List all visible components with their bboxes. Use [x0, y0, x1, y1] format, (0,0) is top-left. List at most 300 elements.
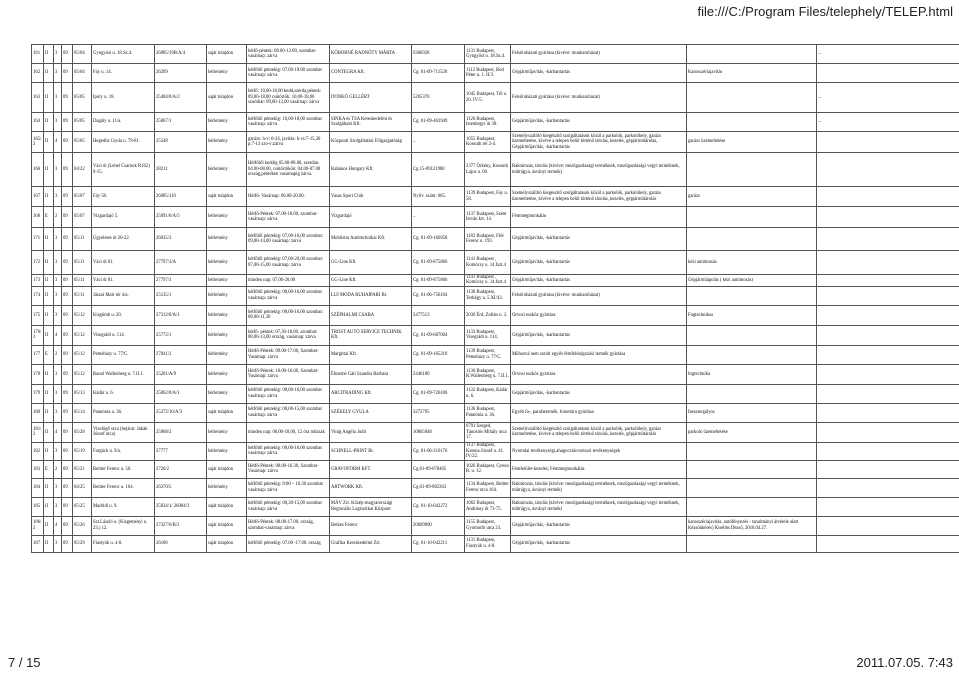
- table-cell: [817, 207, 959, 228]
- table-cell: 1045 Budapest, Tél u. 20. IV/5.: [465, 83, 511, 113]
- table-cell: 1131 Budapest, Gyngyösi u. 18.Sz.4.: [465, 45, 511, 64]
- table-cell: [817, 364, 959, 384]
- table-cell: 180: [32, 403, 44, 422]
- table-cell: Hétfő-Péntek: 10.00-16.00, Szombat-Vasárnap: zárva: [247, 364, 330, 384]
- table-cell: 09: [62, 535, 73, 552]
- table-cell: II: [44, 251, 54, 275]
- table-cell: saját tulajdon: [207, 187, 247, 207]
- table-cell: 178: [32, 364, 44, 384]
- table-cell: 09: [62, 364, 73, 384]
- table-cell: 1139 Budapest, Petneházy u. 77/C.: [465, 345, 511, 364]
- table-row: [32, 132, 959, 153]
- file-path-header: file:///C:/Program Files/telephely/TELEP.html: [697, 4, 953, 19]
- table-cell: hétfő-péntek: 08.00-12.00, szombat-vasárnap: zárva: [247, 45, 330, 64]
- table-cell: 25867/1: [155, 113, 207, 132]
- table-cell: DONKÓ GELLÉRT: [330, 83, 412, 113]
- table-cell: Felsőruházati gyártása (kivéve: munkaruházat): [511, 45, 687, 64]
- table-cell: hétfőtől péntekig: 07,00-20,00 szombat: 07,00-15,00 vasárnap: zárva: [247, 251, 330, 275]
- table-cell: 25091/0/A/5: [155, 207, 207, 228]
- table-cell: MÁV Zrt. Közép-magyarországi Regionális Logisztikai Központ: [330, 497, 412, 516]
- table-cell: Cg. 01-09-165210: [412, 345, 465, 364]
- table-cell: 4: [54, 516, 62, 535]
- table-cell: 165/2: [32, 132, 44, 153]
- table-cell: [817, 535, 959, 552]
- table-cell: [817, 422, 959, 442]
- table-cell: [687, 535, 817, 552]
- table-cell: 27797/3/A: [155, 251, 207, 275]
- table-row: [32, 251, 959, 275]
- table-cell: Cg. 01-09-726106: [412, 384, 465, 403]
- table-row: [32, 207, 959, 228]
- table-cell: [817, 497, 959, 516]
- table-cell: Gépjárműjavítás, -karbantartás: [511, 325, 687, 345]
- table-cell: [687, 113, 817, 132]
- table-cell: 09: [62, 345, 73, 364]
- table-cell: 1131 Budapest, Fiastyúk u. 4-8.: [465, 535, 511, 552]
- table-cell: [687, 442, 817, 460]
- table-cell: II: [44, 384, 54, 403]
- table-cell: II: [44, 442, 54, 460]
- table-cell: 2477513: [412, 305, 465, 325]
- table-cell: Hegedűs Gyula u. 79-81.: [92, 132, 155, 153]
- table-cell: 27777: [155, 442, 207, 460]
- table-cell: Cg. 01-09-166958: [412, 228, 465, 251]
- table-cell: Gépjárműjavítás, -karbantartás: [511, 384, 687, 403]
- table-cell: 09: [62, 422, 73, 442]
- table-cell: 3: [54, 251, 62, 275]
- table-cell: Vizgardajó 5.: [92, 207, 155, 228]
- table-cell: [817, 325, 959, 345]
- table-cell: Személyszállító kiegészítő szolgáltatások közül a parkolók, parkolóhely, garázs üzemeltetése, kivéve a telepen belül történő tárolás, kezelés, gépjárműtárolás: [511, 422, 687, 442]
- table-cell: 26209: [155, 64, 207, 83]
- table-cell: Váci út 81.: [92, 251, 155, 275]
- table-cell: hétfőtől péntekig: 07,00-18,00 szombat: 09,00-14,00 vasárnap: zárva: [247, 228, 330, 251]
- table-cell: Cg.01-09-078405: [412, 460, 465, 478]
- table-cell: Központi Szolgáltatási Főigazgatóság: [330, 132, 412, 153]
- table-cell: saját tulajdon: [207, 535, 247, 552]
- table-cell: 09: [62, 153, 73, 187]
- table-cell: Nyomdai tevékenységi,ahagocztás-tartozó tevékenységek: [511, 442, 687, 460]
- table-cell: 6791 Szeged, Tánosiós Mihály utca 17.: [465, 422, 511, 442]
- table-cell: [817, 228, 959, 251]
- table-cell: Mobilstar Autótechnikai Kft.: [330, 228, 412, 251]
- table-cell: bérlemény: [207, 286, 247, 305]
- table-cell: E: [44, 207, 54, 228]
- table-cell: [817, 64, 959, 83]
- table-cell: 4: [54, 132, 62, 153]
- table-cell: SCHNELL-PRINT Bt.: [330, 442, 412, 460]
- table-cell: [817, 132, 959, 153]
- table-cell: LUI MODA RUHAIPARI Bt.: [330, 286, 412, 305]
- table-cell: 05/26: [73, 516, 92, 535]
- table-cell: Raktározás, tárolás (kivéve: mezőgazdasági terméknek, mezőgazdasági vegyi terméknek, műtrágya, ásványi termék): [511, 478, 687, 497]
- table-cell: TROST AUTO SERVICE TECHNIK Kft.: [330, 325, 412, 345]
- table-cell: Kisgömb u. 20.: [92, 305, 155, 325]
- table-cell: 05/29: [73, 535, 92, 552]
- table-cell: 1055 Budapest, Kossuth tér 2-4.: [465, 132, 511, 153]
- table-cell: 10865848: [412, 422, 465, 442]
- table-cell: 05/11: [73, 228, 92, 251]
- table-cell: 25834/1/ 26084/3: [155, 497, 207, 516]
- table-row: [32, 442, 959, 460]
- table-cell: 05/28: [73, 422, 92, 442]
- table-cell: 25135/1: [155, 286, 207, 305]
- table-cell: 09: [62, 275, 73, 287]
- table-cell: [817, 251, 959, 275]
- table-cell: [687, 497, 817, 516]
- table-cell: Pannónia u. 36.: [92, 403, 155, 422]
- table-cell: 05/21: [73, 460, 92, 478]
- table-cell: 173: [32, 275, 44, 287]
- table-cell: Kádár u. 6.: [92, 384, 155, 403]
- table-cell: 185: [32, 497, 44, 516]
- table-cell: 3: [54, 535, 62, 552]
- table-cell: [687, 384, 817, 403]
- table-cell: 05/12: [73, 325, 92, 345]
- table-cell: Fiastyúk u. 4-8.: [92, 535, 155, 552]
- table-cell: Gépjárműjavítás, -karbantartás: [511, 113, 687, 132]
- table-cell: hétfőtől péntekig: 07.00-19.00 szombat vasárnap: zárva: [247, 64, 330, 83]
- table-row: [32, 228, 959, 251]
- table-cell: 05/12: [73, 345, 92, 364]
- table-cell: 174: [32, 286, 44, 305]
- table-cell: [817, 516, 959, 535]
- table-cell: 27312/0/A/1: [155, 305, 207, 325]
- table-cell: E: [44, 345, 54, 364]
- table-cell: 2: [54, 345, 62, 364]
- table-cell: 09: [62, 113, 73, 132]
- table-cell: bérlemény: [207, 251, 247, 275]
- table-cell: SZÉPHALMI CSABA: [330, 305, 412, 325]
- table-cell: Vizgardajó: [330, 207, 412, 228]
- table-cell: bérlemény: [207, 207, 247, 228]
- table-cell: 3: [54, 228, 62, 251]
- table-row: [32, 305, 959, 325]
- table-cell: 183: [32, 460, 44, 478]
- table-cell: 26106: [155, 535, 207, 552]
- table-cell: parkoló üzemeltetése: [687, 422, 817, 442]
- table-cell: 26370/5: [155, 478, 207, 497]
- table-row: [32, 275, 959, 287]
- table-cell: Fémmegmunkálás: [511, 207, 687, 228]
- table-row: [32, 113, 959, 132]
- table-cell: Karosszériajavítás: [687, 64, 817, 83]
- table-cell: 09: [62, 442, 73, 460]
- table-cell: Ügyeletes út 20-22.: [92, 228, 155, 251]
- table-cell: Betkes Ferenc: [330, 516, 412, 535]
- table-cell: II: [44, 286, 54, 305]
- table-cell: [687, 325, 817, 345]
- table-row: [32, 153, 959, 187]
- table-cell: saját tulajdon: [207, 516, 247, 535]
- table-cell: 27327/0/B/2: [155, 516, 207, 535]
- table-cell: 09: [62, 286, 73, 305]
- table-cell: 1137 Budapest, Szent István krt. 14.: [465, 207, 511, 228]
- table-cell: Vizelőgő utca (bejárat: Jakab József utca): [92, 422, 155, 442]
- table-cell: 05/11: [73, 251, 92, 275]
- table-cell: 26085/110: [155, 187, 207, 207]
- table-cell: Gépjárműjavítás, -karbantartás: [511, 251, 687, 275]
- table-cell: II: [44, 64, 54, 83]
- table-cell: 4: [54, 325, 62, 345]
- table-cell: 25201/A/9: [155, 364, 207, 384]
- table-cell: II: [44, 83, 54, 113]
- table-cell: ...: [817, 45, 959, 64]
- table-cell: 3: [54, 384, 62, 403]
- table-cell: 161: [32, 45, 44, 64]
- table-cell: 1139 Budapest, Fáy u. 58.: [465, 187, 511, 207]
- table-cell: [687, 228, 817, 251]
- table-cell: [687, 207, 817, 228]
- table-row: [32, 45, 959, 64]
- table-cell: 05/14: [73, 403, 92, 422]
- table-cell: 04/25: [73, 478, 92, 497]
- table-cell: Fogtechnikus: [687, 305, 817, 325]
- table-cell: Grafika Kereskedelmi Zrt.: [330, 535, 412, 552]
- page-number: 7 / 15: [8, 655, 41, 670]
- table-cell: Fáy u. 14.: [92, 64, 155, 83]
- table-row: [32, 64, 959, 83]
- table-cell: Cg.15-09121980: [412, 153, 465, 187]
- table-cell: 27041/2: [155, 345, 207, 364]
- table-cell: hétfőtől péntekig: 08,00-16,00 szombat vasárnap: zárva: [247, 286, 330, 305]
- table-cell: 28211: [155, 153, 207, 187]
- table-cell: 27797/3: [155, 275, 207, 287]
- table-cell: ARTWORK Kft.: [330, 478, 412, 497]
- table-cell: 171: [32, 228, 44, 251]
- table-cell: II: [44, 153, 54, 187]
- table-cell: 09: [62, 460, 73, 478]
- table-cell: 05/05: [73, 132, 92, 153]
- table-cell: kézi autómosás: [687, 251, 817, 275]
- table-row: [32, 478, 959, 497]
- table-body: [32, 45, 959, 553]
- table-cell: Személyszállító kiegészítő szolgáltatások közül a parkolók, parkolóhely, garázs üzemeltetése, kivéve a telepen belül történő tárolás, kezelés, gépjárműtárolás: [511, 187, 687, 207]
- table-row: [32, 286, 959, 305]
- table-cell: bérlemény: [207, 384, 247, 403]
- table-cell: 05/11: [73, 286, 92, 305]
- table-cell: 04/22: [73, 153, 92, 187]
- table-cell: Gépjárműjavítás, -karbantartás: [511, 275, 687, 287]
- table-cell: 3: [54, 364, 62, 384]
- table-cell: 1136 Budapest, R.Wallenberg u. 7.II.1.: [465, 364, 511, 384]
- table-cell: 26035/3: [155, 228, 207, 251]
- table-cell: 09: [62, 403, 73, 422]
- table-cell: ...: [817, 113, 959, 132]
- table-cell: Raktározás, tárolás (kivéve: mezőgazdasági terméknek, mezőgazdasági vegyi terméknek, műtrágya, ásványi termék): [511, 497, 687, 516]
- table-cell: Orvosi eszköz gyártása: [511, 364, 687, 384]
- table-cell: hétfőtől péntekig: 08,00-16,00 szombat: 08,00-11,30: [247, 305, 330, 325]
- table-cell: bérlemény: [207, 305, 247, 325]
- table-cell: Gépjárműjavítás, -karbantartás: [511, 535, 687, 552]
- table-cell: 09: [62, 305, 73, 325]
- table-cell: 09: [62, 228, 73, 251]
- table-cell: [687, 45, 817, 64]
- table-row: [32, 325, 959, 345]
- table-cell: 05/05: [73, 113, 92, 132]
- table-cell: GRAVOFORM KFT: [330, 460, 412, 478]
- table-cell: minden nap: 07,00-20,00: [247, 275, 330, 287]
- table-cell: Orvosi eszköz gyártása: [511, 305, 687, 325]
- table-cell: 3: [54, 286, 62, 305]
- table-cell: II: [44, 403, 54, 422]
- table-cell: 09: [62, 207, 73, 228]
- table-cell: 3272795: [412, 403, 465, 422]
- table-cell: 3: [54, 478, 62, 497]
- table-cell: 05/04: [73, 64, 92, 83]
- print-timestamp: 2011.07.05. 7:43: [856, 655, 953, 670]
- table-cell: [687, 153, 817, 187]
- table-cell: bérlemény: [207, 422, 247, 442]
- table-cell: [817, 275, 959, 287]
- table-cell: [687, 83, 817, 113]
- table-cell: 1137 Budapest, Katona József u. 41. IV/22.: [465, 442, 511, 460]
- table-cell: saját tulajdon: [207, 45, 247, 64]
- table-cell: 3: [54, 153, 62, 187]
- table-cell: 187: [32, 535, 44, 552]
- table-cell: 05/07: [73, 187, 92, 207]
- table-cell: [817, 345, 959, 364]
- table-cell: II: [44, 113, 54, 132]
- table-cell: Felsőruházati gyártása (kivéve: munkaruházat): [511, 286, 687, 305]
- table-row: [32, 345, 959, 364]
- table-cell: 182: [32, 442, 44, 460]
- table-cell: bérlemény: [207, 325, 247, 345]
- table-cell: 3: [54, 305, 62, 325]
- table-cell: [817, 187, 959, 207]
- table-cell: [817, 403, 959, 422]
- table-cell: Jászai Mari tér 4/a.: [92, 286, 155, 305]
- table-cell: 09: [62, 384, 73, 403]
- table-cell: 2446180: [412, 364, 465, 384]
- table-cell: hétfőtől péntekig: 08,00-16,00 szombat vasárnap: zárva: [247, 442, 330, 460]
- table-cell: 1141 Budapest , Komócsy u. 14.fszt.4: [465, 251, 511, 275]
- table-cell: II: [44, 516, 54, 535]
- table-cell: Reitter Ferenc u. 164.: [92, 478, 155, 497]
- table-row: [32, 403, 959, 422]
- table-cell: CONTEGRA Kft.: [330, 64, 412, 83]
- table-cell: II: [44, 478, 54, 497]
- table-cell: GG-Line Kft.: [330, 275, 412, 287]
- table-cell: II: [44, 275, 54, 287]
- table-cell: Hétfő-Péntek: 07.00-18.00, szombat-vasárnap: zárva: [247, 207, 330, 228]
- table-cell: II: [44, 497, 54, 516]
- table-cell: Raoul Wallenberg u. 7.II.1.: [92, 364, 155, 384]
- table-cell: hétfőtől péntekig: 07.00 -17.00. ország: [247, 535, 330, 552]
- table-cell: SZÉKELY GYULA: [330, 403, 412, 422]
- table-cell: 09: [62, 516, 73, 535]
- table-cell: II: [44, 364, 54, 384]
- table-cell: 1133 Budapest, Visegrádi u. 114.: [465, 325, 511, 345]
- table-cell: Fémfelület-kezelés; Fémmegmunkálás: [511, 460, 687, 478]
- table-cell: ...: [412, 207, 465, 228]
- table-cell: hétfőtől péntekig: 08,00-15,00 szombat vasárnap: zárva: [247, 403, 330, 422]
- table-cell: 5265370: [412, 83, 465, 113]
- table-cell: hétfő- péntek: 07,30-18,00, szombat: 08,00-13,00 ország, vasárnap: zárva: [247, 325, 330, 345]
- business-registry-table: [31, 44, 959, 553]
- table-cell: Hétfő- Vasárnap: 06.00-20.00.: [247, 187, 330, 207]
- table-cell: bérlemény: [207, 478, 247, 497]
- table-cell: garázs: [687, 187, 817, 207]
- table-row: [32, 187, 959, 207]
- table-cell: garázs: h-v: 0-24, javítás: h-cs:7-15,30 p:7-13 szo-v:zárva: [247, 132, 330, 153]
- table-cell: 20609890: [412, 516, 465, 535]
- table-cell: Reitter Ferenc u. 50.: [92, 460, 155, 478]
- table-cell: hétfőtől péntekig: 08,00-16,00 szombat vasárnap: zárva: [247, 384, 330, 403]
- table-cell: II: [44, 422, 54, 442]
- table-cell: Forgách u. 9/a.: [92, 442, 155, 460]
- table-cell: ...: [817, 83, 959, 113]
- table-cell: faesztergályos: [687, 403, 817, 422]
- table-cell: Személyszállító kiegészítő szolgáltatások közül a parkolók, parkolóhely, garázs üzemeltetése, kivéve a telepen belül történő tárolás, kezelés, gépjárműtárolás, Gépjárműjavítás, -karbantartás: [511, 132, 687, 153]
- table-cell: ...: [412, 132, 465, 153]
- table-cell: Kabanos Hungary Kft.: [330, 153, 412, 187]
- table-cell: Petneházy u. 77/C.: [92, 345, 155, 364]
- table-cell: [687, 286, 817, 305]
- table-cell: hétfőtől péntekig: 06,30-15,00 szombat vasárnap: zárva: [247, 497, 330, 516]
- table-cell: saját tulajdon: [207, 83, 247, 113]
- table-cell: bérlemény: [207, 64, 247, 83]
- table-cell: 05/04: [73, 45, 92, 64]
- table-cell: 2030 Érd, Zoltán u. 3.: [465, 305, 511, 325]
- table-cell: E: [44, 460, 54, 478]
- table-cell: 09: [62, 64, 73, 83]
- table-cell: 09: [62, 478, 73, 497]
- table-cell: Dagály u. 11/a.: [92, 113, 155, 132]
- table-cell: Egyéb fa-, parafatermék, fonottáru gyártása: [511, 403, 687, 422]
- table-cell: 3: [54, 442, 62, 460]
- table-cell: 4: [54, 422, 62, 442]
- table-cell: 25548: [155, 132, 207, 153]
- table-cell: Gépjárműjavítás, -karbantartás: [511, 516, 687, 535]
- table-cell: 167: [32, 187, 44, 207]
- table-cell: 25868/2: [155, 422, 207, 442]
- table-cell: II: [44, 45, 54, 64]
- table-cell: bérlemény: [207, 442, 247, 460]
- table-cell: bérlemény: [207, 364, 247, 384]
- table-cell: saját tulajdon: [207, 460, 247, 478]
- table-cell: 05/13: [73, 384, 92, 403]
- table-cell: 09: [62, 132, 73, 153]
- table-cell: 3: [54, 83, 62, 113]
- table-cell: Visegrádi u. 114.: [92, 325, 155, 345]
- table-cell: 05/12: [73, 364, 92, 384]
- table-cell: 162: [32, 64, 44, 83]
- table-cell: II: [44, 305, 54, 325]
- table-cell: 168: [32, 207, 44, 228]
- table-cell: 09: [62, 83, 73, 113]
- table-cell: Felsőruházati gyártása (kivéve: munkaruházat): [511, 83, 687, 113]
- table-cell: 176/3: [32, 325, 44, 345]
- table-cell: 09: [62, 45, 73, 64]
- table-cell: Cg. 01-09-875866: [412, 251, 465, 275]
- table-cell: Cg. 01-06-210176: [412, 442, 465, 460]
- table-cell: 05/07: [73, 207, 92, 228]
- table-cell: [687, 478, 817, 497]
- table-cell: 1126 Budapest, Istenhegyi út 30.: [465, 113, 511, 132]
- table-cell: 6366928: [412, 45, 465, 64]
- table-cell: SINKA és TSA Kereskedelmi és Szolgáltató Kft.: [330, 113, 412, 132]
- table-cell: 1141 Budapest , Komócsy u. 14.fszt.4: [465, 275, 511, 287]
- table-cell: 09: [62, 187, 73, 207]
- table-cell: Gépjárműjavítás, -karbantartás: [511, 228, 687, 251]
- table-row: [32, 497, 959, 516]
- table-cell: 1026 Budapest, Gyeon R. u. 12.: [465, 460, 511, 478]
- table-cell: 3: [54, 497, 62, 516]
- table-cell: Vasas Sport Club: [330, 187, 412, 207]
- table-cell: [817, 153, 959, 187]
- table-cell: 3: [54, 275, 62, 287]
